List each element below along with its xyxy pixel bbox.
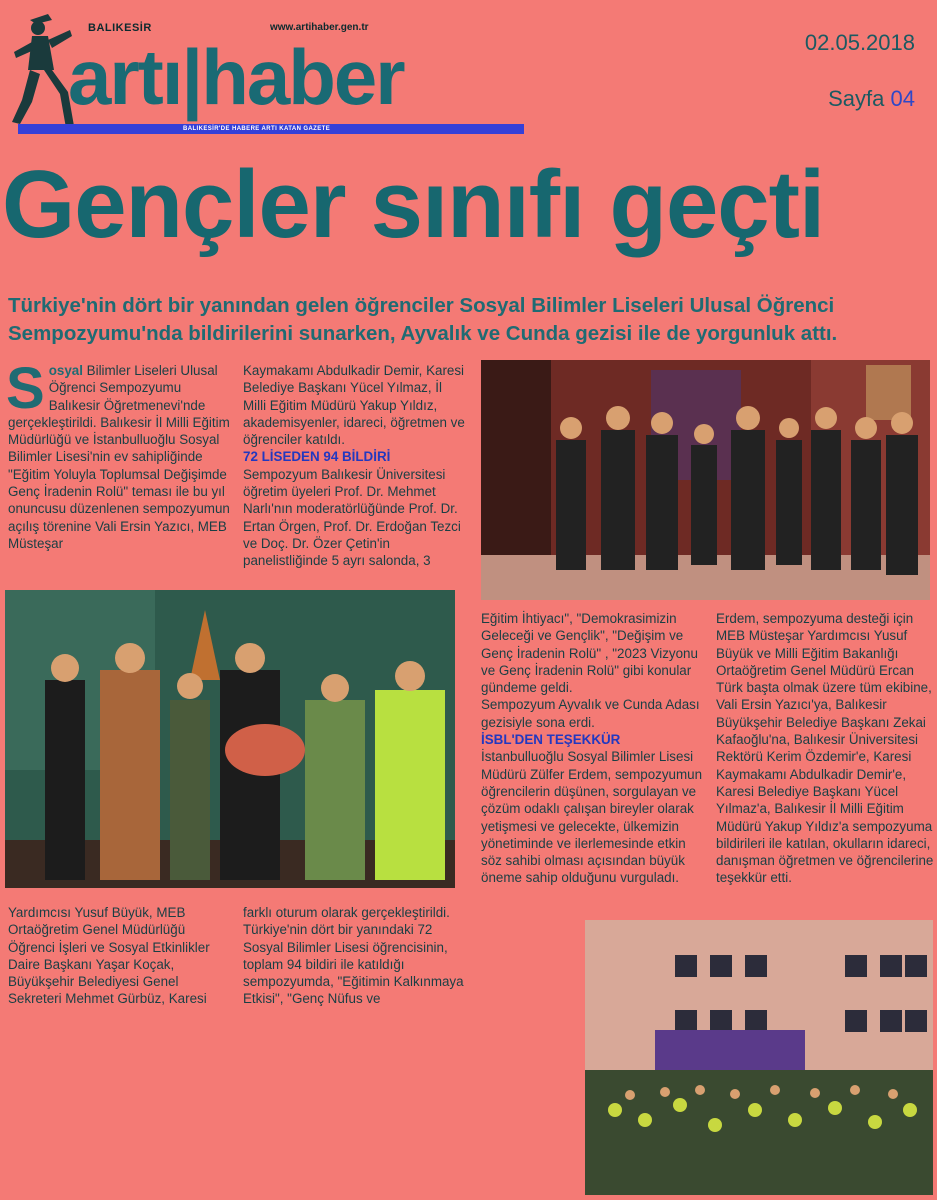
photo-school-group [585,920,933,1195]
article-text: Bilimler Liseleri Ulusal Öğrenci Sempozyumu Balıkesir Öğretmenevi'nde gerçekleştirildi. Balıkesir İl Milli Eğitim Müdürlüğü ve İstanbulluoğlu Sosyal Bilimler Lisesi'nin ev sahipliğinde "Eğitim Yoluyla Toplumsal Değişimde Genç İradenin Rolü" teması ile bu yıl onuncusu düzenlenen sempozyumun açılış törenine Vali Ersin Yazıcı, MEB Müsteşar [8,363,230,551]
article-col1-top [6,356,230,552]
masthead [8,8,523,130]
article-col3 [481,610,703,887]
photo-group-flowers [5,590,455,888]
photo-officials-image [481,360,930,600]
photo-school-group-image [585,920,933,1195]
page-number [828,86,915,112]
article-col2-top [243,362,465,570]
masthead-url: www.artihaber.gen.tr [270,22,369,33]
issue-date: 02.05.2018 [804,30,915,55]
article-text: Erdem, sempozyuma desteği için MEB Müsteşar Yardımcısı Yusuf Büyük ve Milli Eğitim Bakanlığı Ortaöğretim Genel Müdürü Ercan Türk başta olmak üzere tüm ekibine, Vali Ersin Yazıcı'ya, Balıkesir Büyükşehir Belediye Başkanı Zekai Kafaoğlu'na, Balıkesir Üniversitesi Rektörü Kerim Özdemir'e, Karesi Kaymakamı Abdulkadir Demir'e, Karesi Belediye Başkanı Yücel Yılmaz'a, Balıkesir İl Milli Eğitim Müdürü Yakup Yıldız'a sempozyuma bildirileri ile katılan, okulların idareci, danışman öğretmen ve öğrencilerine teşekkür etti. [716,611,934,886]
section-heading: İSBL'DEN TEŞEKKÜR [481,732,621,748]
article-text: farklı oturum olarak gerçekleştirildi. Türkiye'nin dört bir yanındaki 72 Sosyal Bilimler Lisesi öğrencisinin, toplam 94 bildiri ile katıldığı sempozyumda, "Eğitimin Kalkınmaya Etkisi", "Genç Nüfus ve [243,905,464,1007]
article-text: İstanbulluoğlu Sosyal Bilimler Lisesi Müdürü Zülfer Erdem, sempozyumun öğrencilerin düşünen, sorgulayan ve çözüm odaklı çalışan bireyler olarak yetişmesi ve gelecekte, ülkemizin yönetiminde ve ilerlemesinde etkin söz sahibi olması açısından büyük öneme sahip olduğunu vurguladı. [481,749,703,886]
page-label: Sayfa [828,86,885,111]
article-text: Yardımcısı Yusuf Büyük, MEB Ortaöğretim Genel Müdürlüğü Öğrenci İşleri ve Sosyal Etkinlikler Daire Başkanı Yaşar Koçak, Büyükşehir Belediyesi Genel Sekreteri Mehmet Gürbüz, Karesi [8,905,210,1007]
photo-group-flowers-image [5,590,455,888]
masthead-logo: artı|haber [68,33,404,121]
article-col1-bottom [8,904,230,1008]
dropcap: S [6,356,45,421]
masthead-tagline: BALIKESİR'DE HABERE ARTI KATAN GAZETE [183,126,331,132]
page-number-value: 04 [890,86,915,111]
lead-word: osyal [48,363,83,378]
article-text: Kaymakamı Abdulkadir Demir, Karesi Belediye Başkanı Yücel Yılmaz, İl Milli Eğitim Müdürü Yakup Yıldız, akademisyenler, idareci, öğretmen ve öğrenciler katıldı. [243,363,465,448]
masthead-city: BALIKESİR [88,22,152,34]
article-text: Sempozyum Ayvalık ve Cunda Adası gezisiyle sona erdi. [481,697,700,730]
photo-officials [481,360,930,600]
article-col4 [716,610,936,887]
section-heading: 72 LİSEDEN 94 BİLDİRİ [243,449,391,465]
subheadline: Türkiye'nin dört bir yanından gelen öğrenciler Sosyal Bilimler Liseleri Ulusal Öğrenci Sempozyumu'nda bildirilerini sunarken, Ayvalık ve Cunda gezisi ile de yorgunluk attı. [8,294,838,345]
headline: Gençler sınıfı geçti [2,151,825,258]
article-text: Eğitim İhtiyacı", "Demokrasimizin Geleceği ve Gençlik", "Değişim ve Genç İradenin Rolü" , "2023 Vizyonu ve Genç İradenin Rolü" gibi konular gündeme geldi. [481,611,698,696]
article-col2-bottom [243,904,465,1008]
article-text: Sempozyum Balıkesir Üniversitesi öğretim üyeleri Prof. Dr. Mehmet Narlı'nın moderatörlüğünde Prof. Dr. Ertan Örgen, Prof. Dr. Erdoğan Tezci ve Doç. Dr. Özer Çetin'in panelistliğinde 5 ayrı salonda, 3 [243,466,461,569]
